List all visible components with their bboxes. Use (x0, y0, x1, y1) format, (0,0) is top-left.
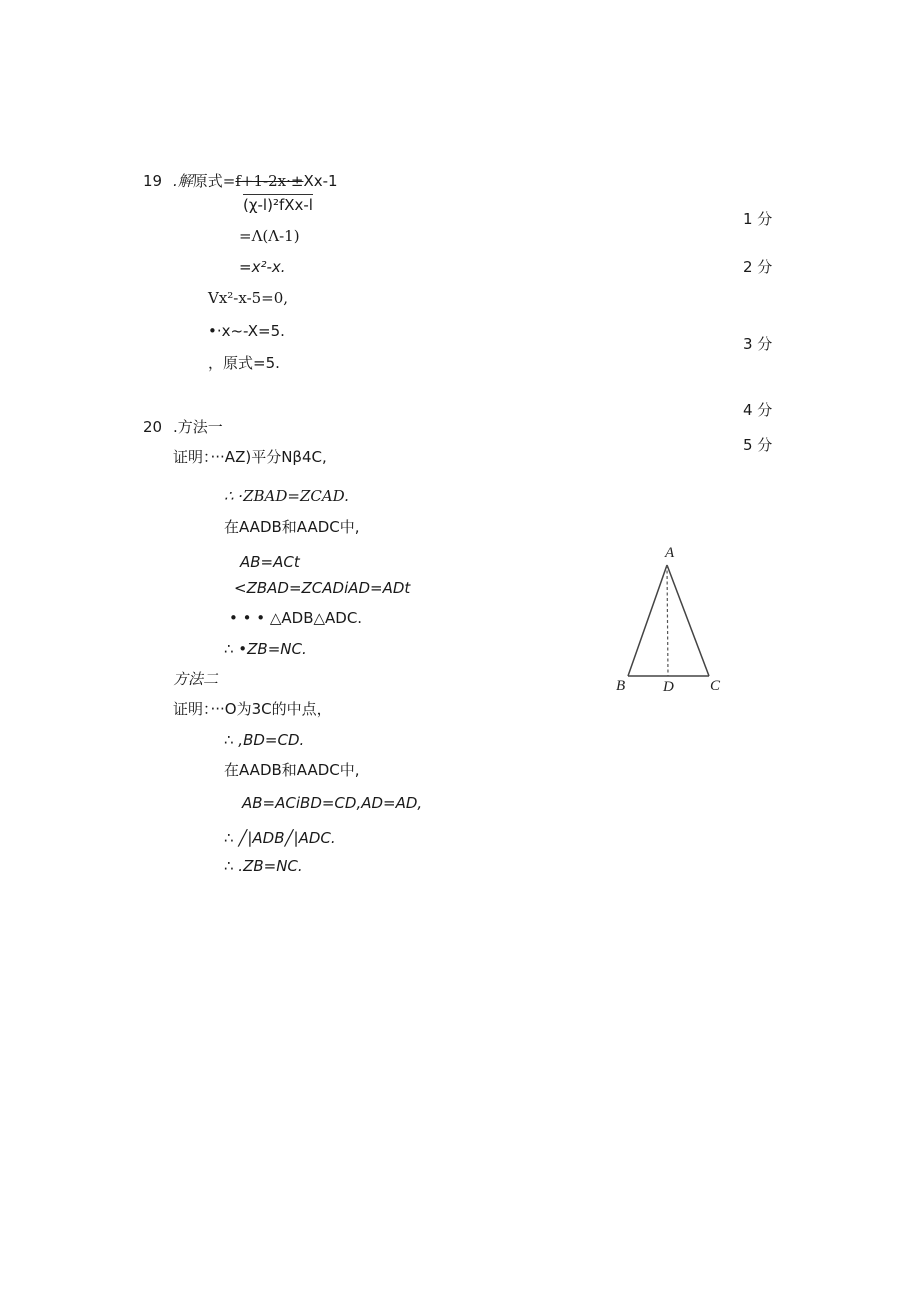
q20-method-2-title: 方法二 (173, 670, 219, 688)
q19-number: 19 (143, 172, 163, 190)
triangle-figure (600, 535, 740, 700)
score-5: 5 分 (743, 436, 773, 454)
vertex-label-d: D (663, 679, 674, 695)
side-ac (667, 565, 709, 676)
q20-m2-line-5: ∴ ╱|ADB╱|ADC. (224, 829, 336, 847)
q20-m1-line-2: ∴ ·ZBAD=ZCAD. (224, 487, 349, 505)
q20-method-1-title: .方法一 (173, 418, 223, 436)
q19-heading (173, 172, 338, 190)
q20-m2-line-2: ∴ ,BD=CD. (224, 731, 305, 749)
side-ab (628, 565, 667, 676)
q20-m2-line-3: 在AADB和AADC中, (224, 761, 360, 779)
score-3: 3 分 (743, 335, 773, 353)
q20-m1-line-5: <ZBAD=ZCADiAD=ADt (234, 579, 411, 597)
q19-solution-label: .解 (173, 172, 193, 190)
q20-m1-line-7: ∴ •ZB=NC. (224, 640, 307, 658)
q20-number: 20 (143, 418, 163, 436)
q19-condition: Vx²-x-5=0, (208, 289, 289, 307)
q20-m2-proof: 证明：···O为3C的中点， (173, 700, 332, 718)
score-1: 1 分 (743, 210, 773, 228)
vertex-label-b: B (616, 678, 626, 694)
score-4: 4 分 (743, 401, 773, 419)
q19-expression-start: 原式= (192, 172, 236, 190)
q19-denominator: (χ-l)²fXx-l (243, 196, 313, 214)
score-2: 2 分 (743, 258, 773, 276)
q20-m1-line-3: 在AADB和AADC中, (224, 518, 360, 536)
q19-step-2: =x²-x. (239, 258, 286, 276)
median-ad (667, 565, 668, 676)
vertex-label-c: C (710, 678, 721, 694)
q19-result: ，原式=5. (208, 354, 280, 372)
q19-condition-2: •·x~-X=5. (208, 322, 285, 340)
q19-step-1: =Λ(Λ-1) (239, 227, 300, 245)
q20-m1-line-4: AB=ACt (240, 553, 300, 571)
vertex-label-a: A (665, 545, 675, 561)
q20-m2-line-4: AB=ACiBD=CD,AD=AD, (242, 794, 423, 812)
q19-struck-expression: f+1-2x·± (235, 172, 304, 190)
q19-expression-end: Xx-1 (303, 172, 338, 190)
q20-m1-line-6: • • • △ADB△ADC. (229, 609, 363, 627)
q20-m1-proof: 证明：···AZ)平分Nβ4C, (173, 448, 327, 466)
q20-m2-line-6: ∴ .ZB=NC. (224, 857, 303, 875)
